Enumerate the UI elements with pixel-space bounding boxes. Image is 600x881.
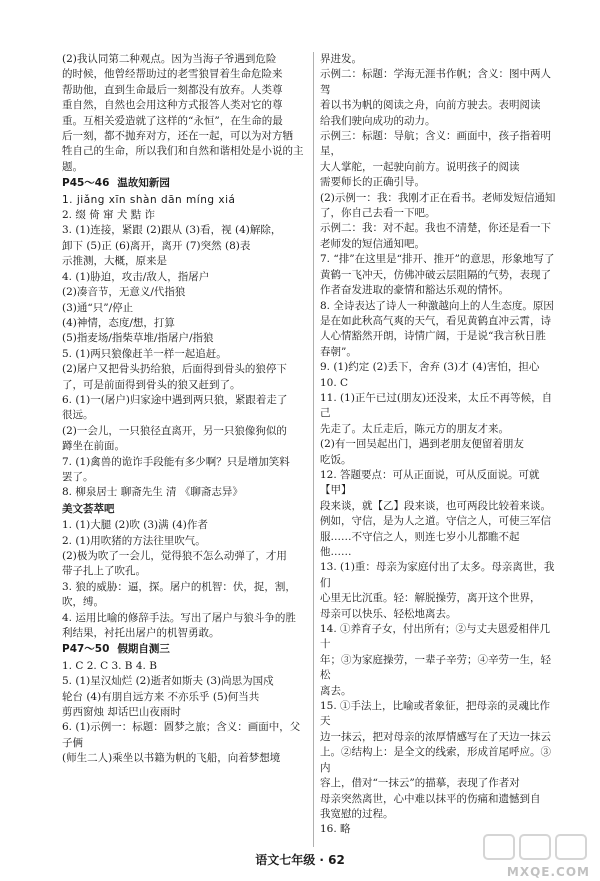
- answer-line: 7. (1)禽兽的诡诈手段能有多少啊？只是增加笑料: [62, 455, 290, 468]
- answer-line: 7. “排”在这里是“排开、推开”的意思，形象地写了: [320, 253, 555, 266]
- answer-line: 示例二：我：对不起。我也不清楚，你还是看一下: [320, 222, 551, 235]
- answer-line: 段来谈，就【乙】段来谈，也可两段比较着来谈。: [320, 499, 551, 512]
- answer-line: 春朝”。: [320, 345, 357, 358]
- answer-line: 是在如此秋高气爽的天气，看见黄鹤直冲云霄，诗: [320, 314, 551, 327]
- section-page-range: P45～46: [62, 177, 110, 190]
- answer-line: 15. ①手法上，比喻或者象征，把母亲的灵魂比作天: [320, 700, 551, 728]
- answer-line: 剪西窗烛 却话巴山夜雨时: [62, 706, 181, 719]
- answer-line: 着以书为帆的阅读之舟，向前方驶去。表明阅读: [320, 99, 541, 112]
- answer-line: 轮台 (4)有朋自远方来 不亦乐乎 (5)何当共: [62, 690, 260, 703]
- section-heading: [62, 642, 308, 657]
- page-footer: 语文七年级 · 62: [255, 853, 345, 867]
- answer-line: 3. 狼的威胁：逼，探。屠户的机智：伏，捉，割，吹，缚。: [62, 580, 296, 609]
- answer-line: 给我们驶向成功的动力。: [320, 114, 436, 127]
- answer-line: (2)极为吹了一会儿，觉得狼不怎么动弹了，才用: [62, 550, 287, 562]
- answer-line: 罢了。: [62, 470, 94, 483]
- answer-line: 6. (1)示例一：标题：圆梦之旅；含义：画面中，父子俩: [62, 721, 301, 749]
- answer-line: 1. C 2. C 3. B 4. B: [62, 659, 157, 672]
- answer-line: 8. 全诗表达了诗人一种激越向上的人生态度。原因: [320, 299, 554, 312]
- answer-line: (3)通“只”/停止: [62, 301, 134, 314]
- answer-line: 3. (1)连接，紧跟 (2)跟从 (3)看，视 (4)解除，: [62, 224, 282, 237]
- answer-line: 例如，守信，是为人之道。守信之人，可使三军信: [320, 515, 551, 528]
- answer-line: 示例二：标题：学海无涯书作帆；含义：图中两人驾: [320, 68, 551, 96]
- section-heading: [62, 502, 308, 517]
- answer-line: 上。②结构上：是全文的线索，形成首尾呼应。③内: [320, 746, 551, 774]
- answer-line: 卸下 (5)正 (6)离开，离开 (7)突然 (8)表: [62, 239, 251, 252]
- answer-line: 边一抹云，把对母亲的浓厚情感写在了天边一抹云: [320, 730, 551, 743]
- answer-line: 16. 略: [320, 823, 351, 836]
- answer-line: 的时候，他曾经帮助过的老雪狼冒着生命危险来: [62, 68, 283, 81]
- answer-line: 母亲突然离世，心中难以抹平的伤痛和遗憾到自: [320, 792, 541, 805]
- answer-line: 6. (1)一(屠户)归家途中遇到两只狼，紧跟着走了: [62, 393, 288, 406]
- column-divider: [313, 52, 314, 847]
- answer-line: 吃饭。: [320, 453, 352, 466]
- answer-line: 5. (1)星汉灿烂 (2)逝者如斯夫 (3)尚思为国戍: [62, 675, 274, 688]
- answer-line: 人心情豁然开朗，诗情广阔，于是说“我言秋日胜: [320, 330, 546, 343]
- answer-line: 12. 答题要点：可从正面说，可从反面说。可就【甲】: [320, 468, 540, 497]
- answer-line: (2)屠户又把骨头扔给狼，后面得到骨头的狼停下: [62, 363, 287, 376]
- answer-line: (4)神情，态度/想，打算: [62, 316, 175, 329]
- pinyin-answer-line: 1. jiǎng xīn shàn dān míng xiá: [62, 193, 236, 206]
- answer-line: 14. ①养育子女，付出所有；②与丈夫恩爱相伴几十: [320, 623, 551, 651]
- answer-line: 示推测，大概，原来是: [62, 255, 167, 268]
- answer-line: 示例三：标题：导航；含义：画面中，孩子指着明星，: [320, 130, 551, 158]
- answer-line: 帮助他，直到生命最后一刻都没有放弃。人类尊: [62, 83, 283, 96]
- answer-line: 很远。: [62, 409, 94, 422]
- answer-line: 重。互相关爱造就了这样的“永恒”，在生命的最: [62, 114, 283, 127]
- answer-line: 2. (1)用吹猪的方法往里吹气。: [62, 534, 206, 547]
- answer-line: (2)一会儿，一只狼径直离开，另一只狼像狗似的: [62, 424, 287, 437]
- right-column: [320, 52, 560, 838]
- answer-line: 11. (1)正午已过(朋友)还没来，太丘不再等候，自己: [320, 391, 553, 420]
- section-heading: [62, 176, 308, 191]
- answer-line: 他……: [320, 546, 352, 558]
- answer-line: 界进发。: [320, 53, 362, 65]
- answer-line: 了，可是前面得到骨头的狼又赶到了。: [62, 378, 241, 391]
- answer-line: 老师发的短信通知吧。: [320, 237, 425, 250]
- answer-line: 需要师长的正确引导。: [320, 176, 425, 189]
- section-title: 温故知新园: [117, 177, 170, 190]
- answer-line: 牲自己的生命，所以我们和自然和谐相处是小说的主题。: [62, 145, 304, 173]
- section-title: 假期自测三: [117, 643, 170, 656]
- answer-line: 9. (1)约定 (2)丢下，舍弃 (3)才 (4)害怕，担心: [320, 361, 540, 374]
- answer-line: 心里无比沉重。轻：解脱操劳，离开这个世界，: [320, 592, 541, 605]
- answer-line: 离去。: [320, 684, 352, 697]
- answer-line: 我宽慰的过程。: [320, 807, 394, 820]
- answer-line: 了，你自己去看一下吧。: [320, 207, 436, 220]
- answer-line: (2)示例一：我：我刚才正在看书。老师发短信通知: [320, 191, 556, 204]
- answer-line: 10. C: [320, 376, 349, 389]
- answer-line: 黄鹤一飞冲天，仿佛冲破云层阻隔的气势，表现了: [320, 268, 551, 281]
- answer-line: 8. 柳泉居士 聊斋先生 清 《聊斋志异》: [62, 486, 243, 499]
- answer-line: 4. 运用比喻的修辞手法。写出了屠户与狼斗争的胜: [62, 611, 296, 624]
- answer-line: 先走了。太丘走后，陈元方的朋友才来。: [320, 422, 509, 435]
- answer-line: 母亲可以快乐、轻松地离去。: [320, 607, 457, 620]
- section-title: 美文荟萃吧: [62, 502, 115, 515]
- answer-line: 年；③为家庭操劳，一辈子辛劳；④辛劳一生，轻松: [320, 653, 551, 682]
- answer-line: (2)有一回吴起出门，遇到老朋友便留着朋友: [320, 438, 524, 451]
- answer-line: 13. (1)重：母亲为家庭付出了太多。母亲离世，我们: [320, 561, 555, 589]
- answer-line: (师生二人)乘坐以书籍为帆的飞船，向着梦想境: [62, 752, 281, 765]
- answer-line: 容上，借对“一抹云”的描摹，表现了作者对: [320, 777, 520, 790]
- left-column: [62, 52, 308, 767]
- answer-line: 大人掌舵，一起驶向前方。说明孩子的阅读: [320, 160, 520, 173]
- answer-line: (5)指麦场/指柴草堆/指屠户/指狼: [62, 332, 214, 345]
- watermark-text: MXQE.COM: [506, 865, 590, 879]
- answer-line: 作者奋发进取的豪情和豁达乐观的情怀。: [320, 284, 509, 297]
- answer-line: 4. (1)胁迫，攻击/敌人，指屠户: [62, 270, 210, 283]
- answer-line: 服……不守信之人，则连七岁小儿都瞧不起: [320, 530, 520, 543]
- answer-line: (2)凑音节，无意义/代指狼: [62, 286, 186, 299]
- section-page-range: P47～50: [62, 643, 110, 656]
- answer-line: 利结果，衬托出屠户的机智勇敢。: [62, 627, 220, 640]
- answer-line: 带子扎上了吹孔。: [62, 565, 146, 578]
- answer-line: 后一刻，都不抛弃对方，还在一起，可以为对方牺: [62, 130, 293, 143]
- answer-line: (2)我认同第二种观点。因为当海子爷遇到危险: [62, 53, 277, 65]
- answer-line: 蹲坐在前面。: [62, 440, 125, 453]
- answer-line: 1. (1)大腿 (2)吹 (3)满 (4)作者: [62, 519, 208, 532]
- answer-line: 重自然，自然也会用这种方式报答人类对它的尊: [62, 99, 283, 112]
- answer-line: 2. 缀 倚 窜 犬 黠 诈: [62, 209, 156, 222]
- answer-line: 5. (1)两只狼像赶羊一样一起追赶。: [62, 347, 227, 360]
